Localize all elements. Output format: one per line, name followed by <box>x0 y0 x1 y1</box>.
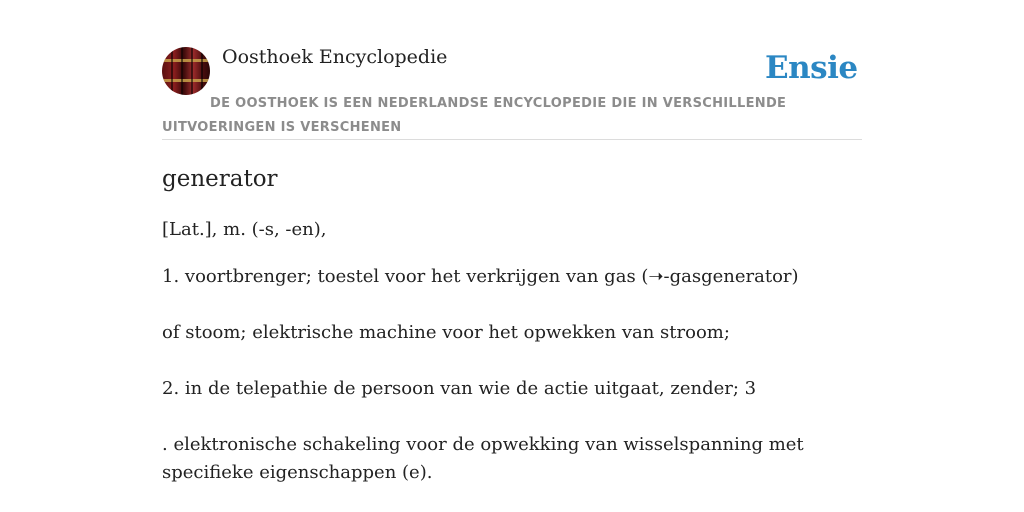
article-title: generator <box>162 166 278 192</box>
entry-paragraph: of stoom; elektrische machine voor het opwekken van stroom; <box>162 322 730 343</box>
brand-logo-link[interactable]: Ensie <box>765 50 858 86</box>
publication-name[interactable]: Oosthoek Encyclopedie <box>222 46 448 68</box>
article <box>162 163 862 487</box>
entry-paragraph: 2. in de telepathie de persoon van wie de actie uitgaat, zender; 3 <box>162 378 757 399</box>
entry-paragraph: 1. voortbrenger; toestel voor het verkrijgen van gas (➝-gasgenerator) <box>162 266 799 287</box>
entry-paragraph: . elektronische schakeling voor de opwekking van wisselspanning met specifieke eigenschappen (e). <box>162 434 810 483</box>
header-divider <box>162 139 862 140</box>
entry-paragraph: [Lat.], m. (-s, -en), <box>162 219 327 240</box>
publication-avatar[interactable] <box>162 47 210 95</box>
publication-tagline: DE OOSTHOEK IS EEN NEDERLANDSE ENCYCLOPEDIE DIE IN VERSCHILLENDE UITVOERINGEN IS VERSCHENEN <box>162 96 787 135</box>
article-body <box>162 216 862 487</box>
